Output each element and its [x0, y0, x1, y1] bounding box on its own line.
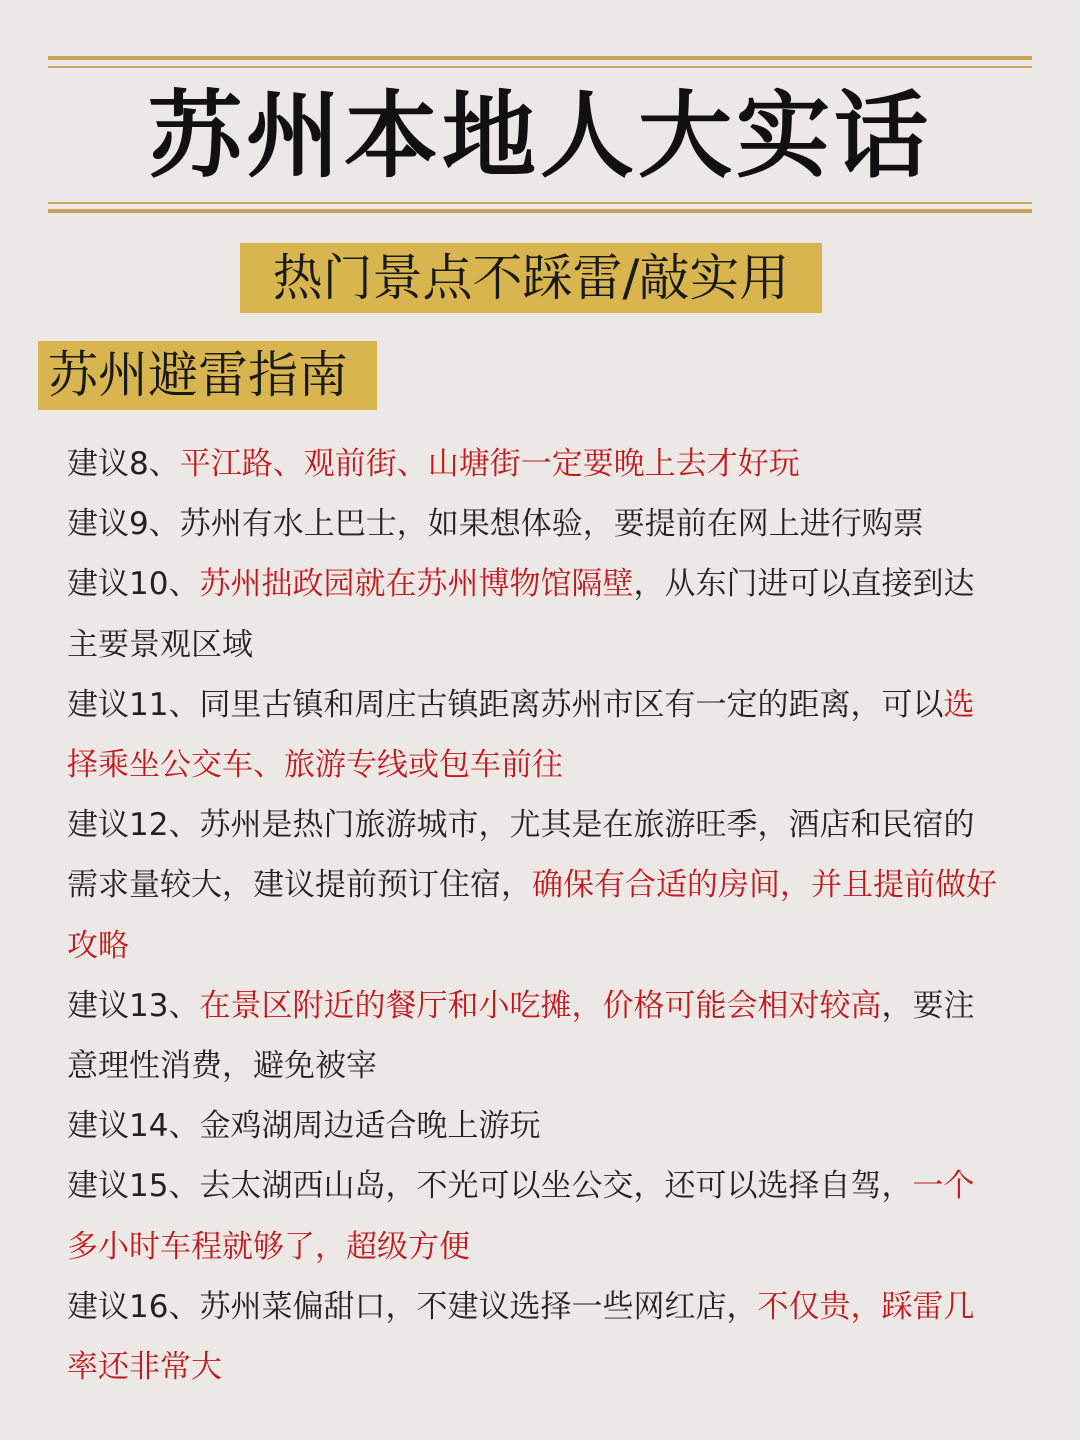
tip-item-13	[67, 976, 997, 1096]
tip-text: 建议8、	[67, 446, 180, 482]
tip-item-15	[67, 1156, 997, 1276]
tip-item-12	[67, 795, 997, 976]
tip-highlight-text: 不仅贵，踩雷几率还非常大	[67, 1288, 975, 1386]
tip-text: 建议11、同里古镇和周庄古镇距离苏州市区有一定的距离，可以	[67, 686, 944, 723]
tip-text: 建议15、去太湖西山岛，不光可以坐公交，还可以选择自驾，	[67, 1168, 913, 1205]
tip-text: 建议16、苏州菜偏甜口，不建议选择一些网红店，	[67, 1288, 758, 1325]
page-title: 苏州本地人大实话	[147, 82, 932, 191]
tip-text: ，从东门进可以直接到达主要景观区域	[67, 566, 975, 663]
tip-text: 建议10、	[67, 566, 200, 603]
tip-text: ，要注意理性消费，避免被宰	[67, 987, 975, 1085]
tip-item-8	[67, 434, 997, 494]
tip-highlight-text: 平江路、观前街、山塘街一定要晚上去才好玩	[179, 446, 800, 482]
tip-item-14	[67, 1096, 997, 1156]
tips-list	[67, 434, 997, 1397]
tip-highlight-text: 确保有合适的房间，并且提前做好攻略	[67, 867, 997, 964]
tip-highlight-text: 一个多小时车程就够了，超级方便	[67, 1168, 975, 1265]
section-label: 苏州避雷指南	[38, 341, 377, 410]
top-gold-rule	[48, 56, 1032, 60]
top-gold-rule-thin	[48, 66, 1032, 68]
tip-highlight-text: 苏州拙政园就在苏州博物馆隔壁	[199, 566, 634, 603]
bottom-gold-rule	[48, 209, 1032, 213]
tip-highlight-text: 选择乘坐公交车、旅游专线或包车前往	[67, 686, 975, 784]
tip-text: 建议12、苏州是热门旅游城市，尤其是在旅游旺季，酒店和民宿的需求量较大，建议提前预订住宿，	[67, 807, 975, 904]
tip-item-9	[67, 494, 997, 554]
tip-highlight-text: 在景区附近的餐厅和小吃摊，价格可能会相对较高	[199, 987, 882, 1024]
tip-item-16	[67, 1277, 997, 1397]
tip-text: 建议9、苏州有水上巴士，如果想体验，要提前在网上进行购票	[67, 506, 924, 543]
subtitle-banner: 热门景点不踩雷/敲实用	[240, 243, 822, 313]
tip-item-10	[67, 554, 997, 674]
tip-item-11	[67, 675, 997, 795]
bottom-gold-rule-thin	[48, 202, 1032, 204]
tip-text: 建议14、金鸡湖周边适合晚上游玩	[67, 1108, 541, 1145]
tip-text: 建议13、	[67, 987, 200, 1024]
